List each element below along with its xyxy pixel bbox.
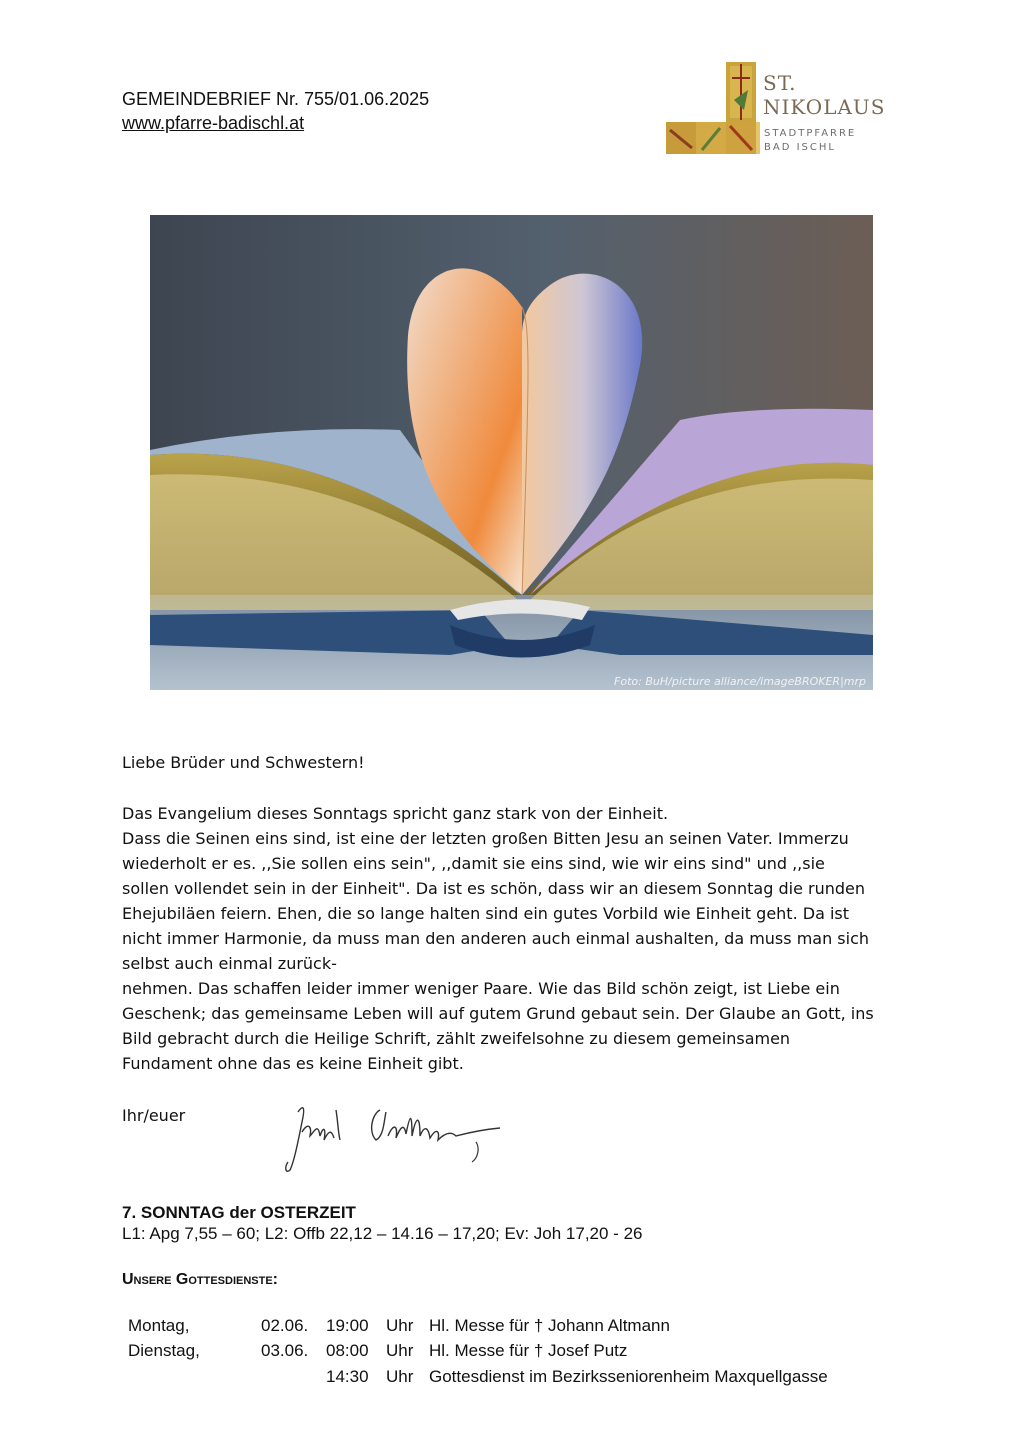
service-day: Montag, (128, 1316, 190, 1335)
readings: L1: Apg 7,55 – 60; L2: Offb 22,12 – 14.16 – 17,20; Ev: Joh 17,20 - 26 (122, 1224, 643, 1243)
service-uhr: Uhr (386, 1316, 414, 1335)
logo-text-st: ST. (763, 71, 797, 95)
letter-line: wiederholt er es. ,,Sie sollen eins sein", ,,damit sie eins sind, wie wir eins sind" und ,,sie (122, 854, 825, 873)
service-date: 02.06. (261, 1316, 309, 1335)
handwritten-signature (280, 1092, 530, 1177)
service-description: Hl. Messe für † Johann Altmann (429, 1316, 670, 1335)
letter-line: Das Evangelium dieses Sonntags spricht ganz stark von der Einheit. (122, 804, 669, 823)
service-day: Dienstag, (128, 1341, 200, 1360)
parish-website-link[interactable]: www.pfarre-badischl.at (122, 113, 305, 133)
photo-credit: Foto: BuH/picture alliance/imageBROKER|mrp (614, 675, 866, 688)
service-row (128, 1339, 908, 1363)
logo-text-nikolaus: NIKOLAUS (763, 95, 886, 119)
services-heading: Unsere Gottesdienste: (122, 1271, 279, 1288)
letter-line: selbst auch einmal zurück- (122, 954, 337, 973)
letter-line: Geschenk; das gemeinsame Leben will auf gutem Grund gebaut sein. Der Glaube an Gott, ins (122, 1004, 874, 1023)
service-time: 08:00 (326, 1341, 369, 1360)
service-description: Hl. Messe für † Josef Putz (429, 1341, 628, 1360)
letter-line: Ehejubiläen feiern. Ehen, die so lange halten sind ein gutes Vorbild wie Einheit geht. Da ist (122, 904, 850, 923)
letter-line: nicht immer Harmonie, da muss man den anderen auch einmal aushalten, da muss man sich (122, 929, 870, 948)
service-uhr: Uhr (386, 1367, 414, 1386)
service-uhr: Uhr (386, 1341, 414, 1360)
newsletter-title: GEMEINDEBRIEF Nr. 755/01.06.2025 (122, 89, 430, 109)
service-date: 03.06. (261, 1341, 309, 1360)
letter-paragraph (122, 801, 912, 1076)
service-description: Gottesdienst im Bezirksseniorenheim Maxquellgasse (429, 1367, 828, 1386)
service-time: 19:00 (326, 1316, 369, 1335)
letter-line: sollen vollendet sein in der Einheit". Da ist es schön, dass wir an diesem Sonntag die runden (122, 879, 866, 898)
closing: Ihr/euer (122, 1106, 186, 1125)
logo-text-bad-ischl: BAD ISCHL (764, 142, 836, 153)
logo-text-stadtpfarre: STADTPFARRE (764, 128, 857, 139)
letter-line: nehmen. Das schaffen leider immer weniger Paare. Wie das Bild schön zeigt, ist Liebe ein (122, 979, 840, 998)
service-row (128, 1365, 908, 1389)
letter-line: Dass die Seinen eins sind, ist eine der letzten großen Bitten Jesu an seinen Vater. Immerzu (122, 829, 849, 848)
service-row (128, 1314, 908, 1338)
letter-line: Fundament ohne das es keine Einheit gibt. (122, 1054, 464, 1073)
sunday-title: 7. SONNTAG der OSTERZEIT (122, 1203, 356, 1222)
heart-book-photo (150, 215, 873, 690)
letter-line: Bild gebracht durch die Heilige Schrift, zählt zweifelsohne zu diesem gemeinsamen (122, 1029, 791, 1048)
service-time: 14:30 (326, 1367, 369, 1386)
greeting: Liebe Brüder und Schwestern! (122, 753, 365, 772)
